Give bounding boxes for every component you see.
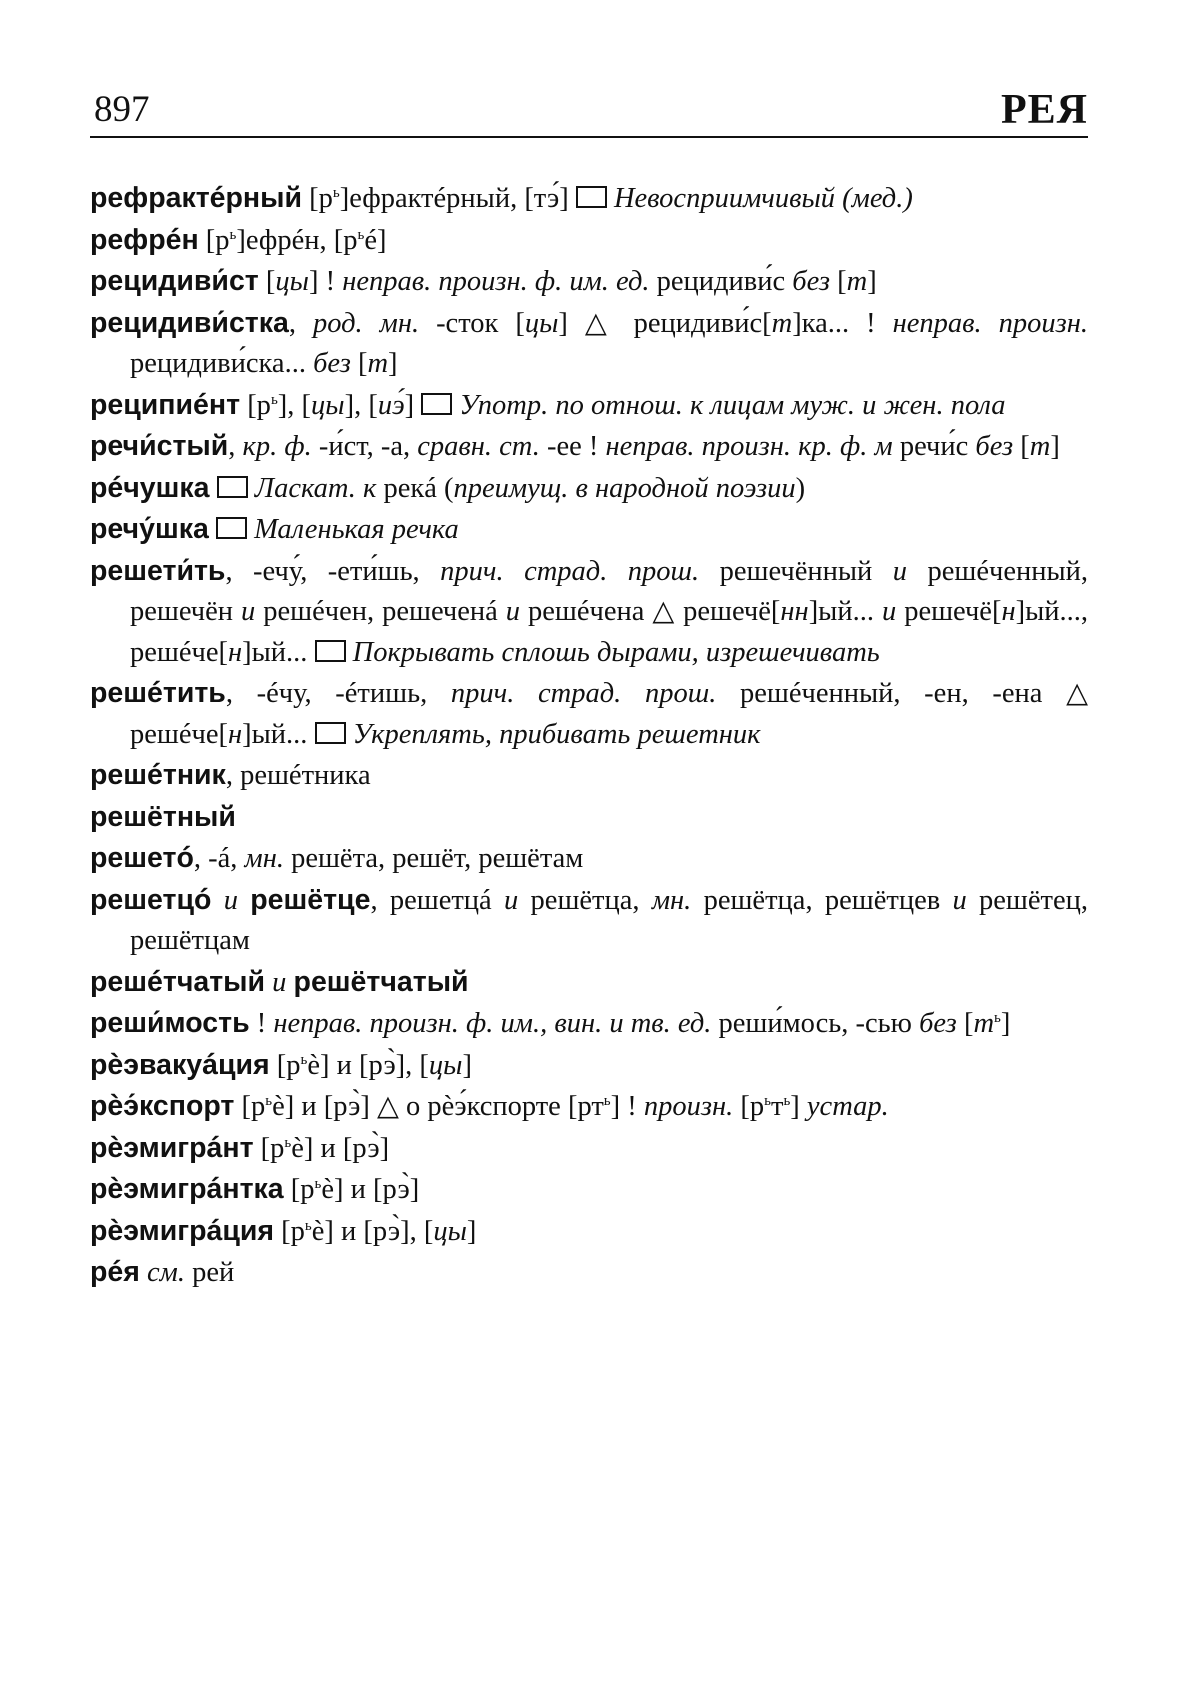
entry-text: рей bbox=[184, 1257, 235, 1288]
entry-text: решётец, решётцам bbox=[130, 884, 1088, 956]
entry-text: ]ый... bbox=[242, 718, 315, 750]
dictionary-entry bbox=[90, 1003, 1088, 1045]
entry-text: ѐ] и [рэ̀] △ о рѐэ́кспорте [рт bbox=[272, 1091, 604, 1122]
entry-variant-headword: решётце bbox=[250, 883, 371, 916]
entry-text: ] △ рецидиви́с[ bbox=[558, 307, 772, 339]
entry-text: прич. страд. прош. bbox=[440, 555, 700, 587]
entry-text: , -á, bbox=[193, 843, 245, 874]
entry-text: рецидиви́с bbox=[649, 266, 793, 297]
entry-text: [ bbox=[350, 348, 368, 379]
entry-text: ] bbox=[867, 266, 877, 297]
entry-text: -ее ! bbox=[539, 431, 606, 462]
entry-text bbox=[140, 1257, 147, 1288]
definition-box-icon bbox=[216, 517, 247, 539]
entry-text: неправ. произн. bbox=[892, 307, 1089, 339]
entry-text: [ bbox=[956, 1008, 974, 1039]
running-head: РЕЯ bbox=[1001, 87, 1088, 133]
dictionary-entry bbox=[90, 755, 1088, 797]
entry-text: ! bbox=[249, 1008, 274, 1039]
soft-sign-mark: ь bbox=[994, 1010, 1001, 1026]
entry-text: нн bbox=[780, 596, 809, 627]
soft-sign-mark: ь bbox=[332, 185, 340, 201]
entry-text: решéченный, -ен, -ена △ решéче[ bbox=[130, 678, 1088, 750]
soft-sign-mark: ь bbox=[300, 1051, 308, 1068]
entry-text: иэ́ bbox=[377, 389, 405, 421]
entry-text: мн. bbox=[651, 884, 692, 916]
entry-text: ], [ bbox=[277, 389, 312, 421]
entry-text: решётца, решётцев bbox=[691, 884, 953, 916]
entry-headword: решéтчатый bbox=[90, 965, 266, 998]
entry-text: ]ый... bbox=[808, 596, 882, 627]
page-number: 897 bbox=[94, 89, 150, 130]
entry-text: ) bbox=[795, 472, 806, 504]
entry-text: решечё[ bbox=[896, 596, 1002, 627]
entry-text: мн. bbox=[244, 843, 284, 874]
entry-text: Употр. по отнош. к лицам муж. и жен. пола bbox=[459, 389, 1006, 421]
entry-text: [р bbox=[733, 1091, 765, 1122]
entry-variant-headword: решётчатый bbox=[293, 965, 469, 998]
entry-text: т bbox=[770, 1091, 784, 1122]
entry-text: ѐ] и [рэ̀] bbox=[321, 1174, 420, 1205]
entry-headword: речу́шка bbox=[90, 513, 209, 545]
definition-box-icon bbox=[315, 722, 346, 744]
entry-text: ] bbox=[1000, 1008, 1011, 1039]
entry-text: реши́мось, -сью bbox=[711, 1008, 920, 1039]
entry-text: и bbox=[892, 555, 908, 587]
entry-text: н bbox=[1001, 596, 1016, 627]
entry-headword: реши́мость bbox=[90, 1007, 250, 1039]
entry-text: речи́с bbox=[892, 431, 976, 462]
entry-headword: решетó bbox=[90, 842, 194, 874]
soft-sign-mark: ь bbox=[603, 1093, 611, 1109]
entry-text bbox=[286, 967, 293, 998]
entry-headword: рѐэмигрáция bbox=[90, 1214, 275, 1247]
entry-text: цы bbox=[433, 1215, 467, 1247]
entry-text: и bbox=[272, 966, 287, 998]
dictionary-entry bbox=[90, 838, 1088, 880]
entry-text bbox=[346, 637, 353, 668]
entry-text bbox=[248, 473, 255, 504]
dictionary-entry bbox=[90, 797, 1088, 839]
entry-headword: рѐэмигрáнтка bbox=[90, 1173, 284, 1205]
soft-sign-mark: ь bbox=[764, 1093, 771, 1109]
entry-text: ]ый... bbox=[242, 636, 315, 668]
entry-text: ѐ] и [рэ̀], [ bbox=[307, 1049, 429, 1081]
dictionary-entry bbox=[90, 962, 1088, 1004]
dictionary-entry bbox=[90, 1128, 1088, 1170]
entry-text: решёта, решёт, решётам bbox=[283, 843, 584, 874]
entry-text: т bbox=[846, 266, 868, 297]
dictionary-entry bbox=[90, 1086, 1088, 1128]
dictionary-entry bbox=[90, 673, 1088, 755]
dictionary-entry bbox=[90, 1252, 1088, 1294]
entry-text: ѐ] и [рэ̀], [ bbox=[311, 1215, 434, 1247]
entry-text: ] bbox=[462, 1049, 472, 1081]
entry-headword: реципиéнт bbox=[90, 388, 241, 421]
entry-text: и bbox=[241, 596, 256, 627]
entry-text: ]ефрéн, [р bbox=[236, 224, 358, 256]
entry-headword: рефрéн bbox=[90, 223, 199, 256]
entry-text: сравн. ст. bbox=[417, 431, 540, 462]
entry-text: [ bbox=[830, 266, 847, 297]
dictionary-entry bbox=[90, 303, 1088, 385]
entry-text: т bbox=[367, 348, 389, 379]
entry-text bbox=[210, 473, 217, 504]
entry-text: , решетцá bbox=[370, 884, 505, 916]
entry-text: цы bbox=[275, 266, 309, 297]
entry-headword: рѐэ́кспорт bbox=[90, 1090, 235, 1122]
entry-text bbox=[607, 183, 614, 214]
dictionary-entry bbox=[90, 426, 1088, 468]
dictionary-entry bbox=[90, 1045, 1088, 1087]
entry-text: [р bbox=[234, 1091, 266, 1122]
dictionary-entry bbox=[90, 385, 1088, 427]
entry-text bbox=[247, 514, 254, 545]
entry-text: неправ. произн. ф. им. ед. bbox=[342, 266, 650, 297]
entry-text: цы bbox=[524, 307, 559, 339]
entry-text: устар. bbox=[806, 1091, 889, 1122]
entry-headword: рефрактéрный bbox=[90, 182, 303, 214]
soft-sign-mark: ь bbox=[783, 1093, 791, 1109]
entry-headword: рецидиви́стка bbox=[90, 306, 289, 339]
entry-text: ] ! bbox=[610, 1091, 644, 1122]
entry-text bbox=[209, 514, 216, 545]
entry-text: без bbox=[975, 431, 1014, 462]
entry-text: и bbox=[505, 596, 521, 627]
entry-text: [ bbox=[1013, 431, 1030, 462]
entry-text: т bbox=[771, 307, 793, 339]
entry-text: [р bbox=[274, 1215, 305, 1247]
entry-text: Маленькая речка bbox=[254, 514, 459, 545]
soft-sign-mark: ь bbox=[270, 391, 278, 408]
entry-text: ] bbox=[388, 348, 398, 379]
entry-headword: рѐэмигрáнт bbox=[90, 1131, 254, 1164]
entry-text: прич. страд. прош. bbox=[450, 678, 717, 709]
entry-text: род. мн. bbox=[312, 307, 420, 339]
entry-headword: решетцó bbox=[90, 883, 212, 916]
entry-text: -сток [ bbox=[419, 307, 525, 339]
entry-text: ѐ] и [рэ̀] bbox=[291, 1132, 390, 1164]
entry-text: [ bbox=[258, 266, 276, 297]
entry-text: неправ. произн. кр. ф. м bbox=[605, 431, 893, 462]
entry-text: [р bbox=[269, 1049, 301, 1081]
dictionary-entry bbox=[90, 178, 1088, 220]
entry-text: решётца, bbox=[518, 884, 652, 916]
entry-text: ] bbox=[404, 389, 422, 421]
entry-text: ]ый..., решéче[ bbox=[130, 596, 1088, 668]
entry-text: [р bbox=[198, 224, 230, 256]
dictionary-entry bbox=[90, 1211, 1088, 1253]
entry-headword: решéтник bbox=[90, 759, 226, 791]
entry-headword: рецидиви́ст bbox=[90, 265, 259, 297]
entry-text: рецидиви́ска... bbox=[130, 348, 314, 379]
entry-text: ]ка... ! bbox=[792, 307, 893, 339]
entry-text: ], [ bbox=[344, 389, 378, 421]
soft-sign-mark: ь bbox=[229, 226, 237, 243]
entry-text: н bbox=[227, 636, 243, 668]
soft-sign-mark: ь bbox=[357, 226, 365, 243]
entry-text: и bbox=[223, 884, 238, 916]
soft-sign-mark: ь bbox=[314, 1176, 322, 1192]
entry-text: неправ. произн. ф. им., вин. и тв. ед. bbox=[273, 1008, 712, 1039]
dictionary-entries bbox=[90, 178, 1088, 1294]
entry-text: решéчен, решеченá bbox=[255, 596, 506, 627]
dictionary-entry bbox=[90, 261, 1088, 303]
entry-text: рекá ( bbox=[376, 472, 454, 504]
definition-box-icon bbox=[217, 476, 248, 498]
entry-text: é] bbox=[364, 224, 387, 256]
entry-text: т bbox=[973, 1008, 995, 1039]
dictionary-entry bbox=[90, 220, 1088, 262]
entry-text: , bbox=[228, 431, 243, 462]
dictionary-entry bbox=[90, 509, 1088, 551]
entry-text: решечённый bbox=[699, 555, 893, 587]
entry-text: см. bbox=[147, 1257, 185, 1288]
entry-text: без bbox=[919, 1008, 957, 1039]
entry-text: [р bbox=[240, 389, 271, 421]
entry-text: без bbox=[313, 348, 351, 379]
entry-text: -и́ст, -а, bbox=[311, 431, 418, 462]
entry-text: и bbox=[952, 884, 967, 916]
entry-text: цы bbox=[428, 1049, 463, 1081]
entry-headword: рѐэвакуáция bbox=[90, 1048, 270, 1081]
entry-text: кр. ф. bbox=[242, 431, 312, 462]
entry-text bbox=[346, 719, 353, 750]
entry-text: т bbox=[1029, 431, 1051, 462]
entry-text: , -éчу, -éтишь, bbox=[225, 678, 451, 709]
entry-text: ] bbox=[1050, 431, 1060, 462]
entry-text: , bbox=[288, 307, 313, 339]
entry-text: ] bbox=[790, 1091, 807, 1122]
entry-text: преимущ. в народной поэзии bbox=[453, 472, 796, 504]
entry-text: [р bbox=[253, 1132, 285, 1164]
entry-text: ] ! bbox=[308, 266, 343, 297]
entry-text: ] bbox=[466, 1215, 477, 1247]
entry-headword: решётный bbox=[90, 800, 236, 833]
entry-text: решéчена △ решечё[ bbox=[520, 596, 781, 627]
entry-text: Укреплять, прибивать решетник bbox=[352, 718, 761, 750]
entry-text: цы bbox=[311, 389, 345, 421]
definition-box-icon bbox=[421, 393, 452, 415]
entry-text: без bbox=[792, 266, 831, 297]
definition-box-icon bbox=[576, 186, 607, 208]
dictionary-entry bbox=[90, 468, 1088, 510]
entry-text bbox=[211, 885, 223, 916]
soft-sign-mark: ь bbox=[284, 1134, 292, 1151]
page-header bbox=[90, 84, 1088, 138]
entry-headword: речи́стый bbox=[90, 430, 229, 462]
entry-text: Невосприимчивый (мед.) bbox=[613, 183, 913, 214]
entry-text: н bbox=[227, 718, 243, 750]
entry-text: и bbox=[504, 884, 519, 916]
entry-text: ]ефрактéрный, [тэ́] bbox=[339, 183, 576, 214]
entry-text: , -ечу́, -ети́шь, bbox=[225, 555, 441, 587]
soft-sign-mark: ь bbox=[304, 1217, 312, 1234]
entry-headword: рéя bbox=[90, 1256, 140, 1288]
dictionary-entry bbox=[90, 1169, 1088, 1211]
entry-headword: решéтить bbox=[90, 677, 226, 709]
dictionary-entry bbox=[90, 880, 1088, 962]
entry-text: , решéтника bbox=[225, 760, 371, 791]
entry-headword: рéчушка bbox=[90, 471, 210, 504]
entry-text: [р bbox=[302, 183, 333, 214]
entry-text: произн. bbox=[643, 1091, 734, 1122]
definition-box-icon bbox=[315, 640, 346, 662]
soft-sign-mark: ь bbox=[265, 1093, 273, 1109]
dictionary-entry bbox=[90, 551, 1088, 674]
entry-text: [р bbox=[283, 1174, 315, 1205]
entry-headword: решети́ть bbox=[90, 554, 226, 587]
entry-text: решéченный, решечён bbox=[130, 555, 1088, 627]
entry-text: Покрывать сплошь дырами, изрешечивать bbox=[352, 636, 880, 668]
entry-text: и bbox=[881, 596, 897, 627]
entry-text bbox=[238, 885, 250, 916]
entry-text: Ласкат. к bbox=[254, 472, 377, 504]
